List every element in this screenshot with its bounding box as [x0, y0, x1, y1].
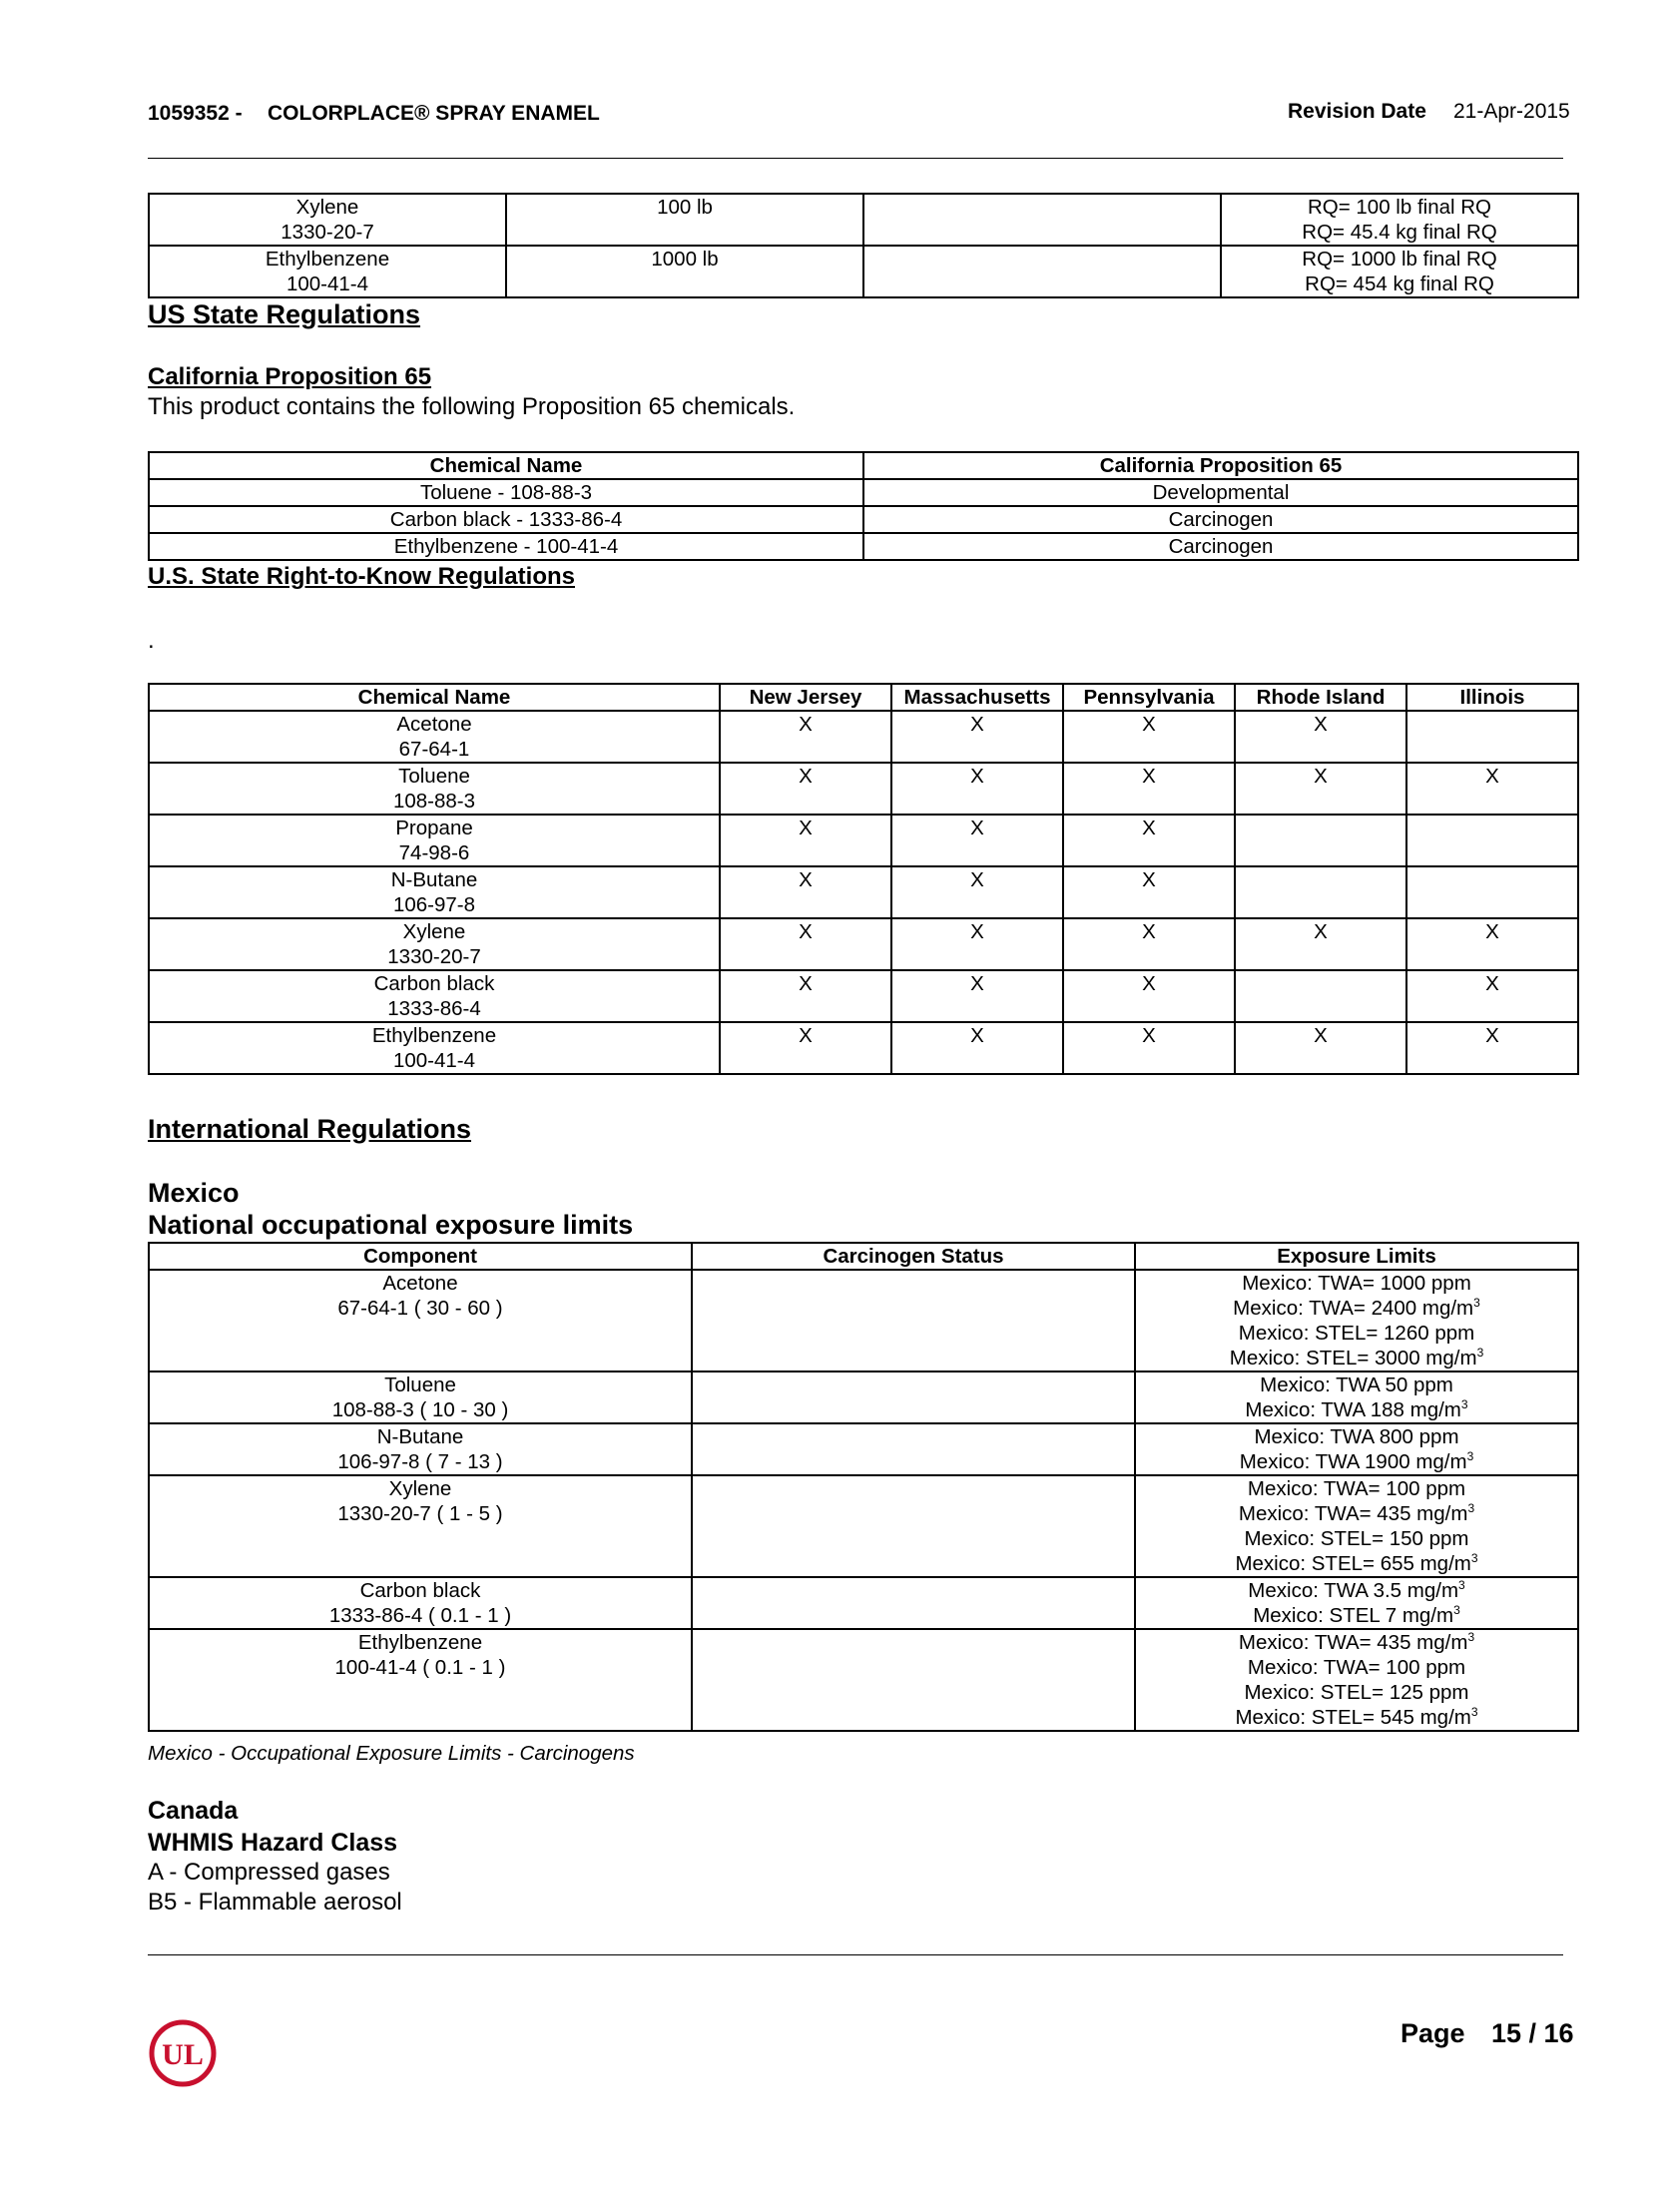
table-row	[149, 246, 1578, 297]
rtk-chemical-cell	[149, 1022, 720, 1074]
rtk-chemical-cell	[149, 815, 720, 866]
product-name: COLORPLACE® SPRAY ENAMEL	[268, 102, 600, 125]
rtk-mark-nj: X	[720, 815, 891, 866]
rtk-mark-nj: X	[720, 711, 891, 763]
rtk-mark-ri	[1235, 866, 1406, 918]
oel-component-cell	[149, 1270, 692, 1372]
component-name: Ethylbenzene	[357, 1631, 483, 1654]
superscript-3: 3	[1470, 1551, 1478, 1566]
exposure-limit	[1140, 1397, 1573, 1422]
rtk-mark-ri: X	[1235, 711, 1406, 763]
superscript-3: 3	[1460, 1397, 1468, 1412]
footer-divider	[148, 1954, 1563, 1955]
rtk-mark-ma: X	[891, 763, 1063, 815]
component-cas: 67-64-1 ( 30 - 60 )	[337, 1297, 503, 1320]
table-row	[149, 506, 1578, 533]
exposure-limit-text: Mexico: TWA 800 ppm	[1254, 1425, 1459, 1448]
rtk-chemical-cell	[149, 918, 720, 970]
whmis-title: WHMIS Hazard Class	[148, 1829, 398, 1857]
chemical-name: Acetone	[396, 713, 472, 736]
component-cas: 108-88-3 ( 10 - 30 )	[331, 1398, 509, 1421]
exposure-limit	[1140, 1551, 1573, 1576]
exposure-limit-text: Mexico: STEL 7 mg/m	[1253, 1604, 1454, 1627]
table-row	[149, 763, 1578, 815]
rtk-mark-nj: X	[720, 918, 891, 970]
oel-header-limits: Exposure Limits	[1135, 1243, 1578, 1270]
table-row	[149, 1372, 1578, 1423]
header-divider	[148, 158, 1563, 159]
rtk-chemical-cell	[149, 970, 720, 1022]
oel-carcinogen-cell	[692, 1270, 1135, 1372]
page-number: 15 / 16	[1491, 2018, 1574, 2048]
exposure-limit-text: Mexico: STEL= 3000 mg/m	[1229, 1347, 1477, 1370]
exposure-limit	[1140, 1271, 1573, 1296]
oel-limits-cell	[1135, 1475, 1578, 1577]
rtk-mark-il: X	[1406, 970, 1578, 1022]
revision-date: 21-Apr-2015	[1453, 100, 1570, 123]
table-row	[149, 866, 1578, 918]
table-row	[149, 194, 1578, 246]
rtk-mark-pa: X	[1063, 866, 1235, 918]
rtk-chemical-cell	[149, 866, 720, 918]
oel-carcinogen-cell	[692, 1475, 1135, 1577]
rtk-mark-ma: X	[891, 866, 1063, 918]
chemical-name: Xylene	[402, 920, 466, 943]
exposure-limit-text: Mexico: STEL= 150 ppm	[1244, 1527, 1469, 1550]
exposure-limit	[1140, 1603, 1573, 1628]
rtk-mark-ma: X	[891, 1022, 1063, 1074]
chemical-name: Carbon black	[373, 972, 495, 995]
rtk-dot: .	[148, 627, 155, 654]
rtk-chemical-cell	[149, 711, 720, 763]
chemical-name: Ethylbenzene	[265, 248, 390, 271]
rtk-header-nj: New Jersey	[720, 684, 891, 711]
rtk-mark-pa: X	[1063, 815, 1235, 866]
superscript-3: 3	[1470, 1705, 1478, 1720]
superscript-3: 3	[1458, 1578, 1465, 1593]
rtk-mark-pa: X	[1063, 918, 1235, 970]
rtk-mark-il	[1406, 866, 1578, 918]
prop65-header-chemical: Chemical Name	[149, 452, 863, 479]
rtk-mark-nj: X	[720, 1022, 891, 1074]
rtk-mark-ma: X	[891, 970, 1063, 1022]
rtk-mark-ma: X	[891, 815, 1063, 866]
cas-number: 1330-20-7	[387, 945, 481, 968]
prop65-chemical-cell: Toluene - 108-88-3	[149, 479, 863, 506]
exposure-limit-text: Mexico: STEL= 655 mg/m	[1235, 1552, 1471, 1575]
doc-id: 1059352 -	[148, 102, 243, 125]
rtk-mark-ma: X	[891, 918, 1063, 970]
oel-header-carcinogen: Carcinogen Status	[692, 1243, 1135, 1270]
rtk-mark-nj: X	[720, 866, 891, 918]
exposure-limit	[1140, 1449, 1573, 1474]
oel-table	[148, 1242, 1579, 1732]
rtk-mark-il: X	[1406, 763, 1578, 815]
oel-limits-cell	[1135, 1577, 1578, 1629]
rq-final-cell	[1221, 194, 1578, 246]
cas-number: 100-41-4	[285, 273, 369, 295]
chemical-name: Propane	[395, 817, 473, 839]
rtk-mark-il: X	[1406, 918, 1578, 970]
component-name: Xylene	[388, 1477, 452, 1500]
rtk-mark-nj: X	[720, 970, 891, 1022]
oel-limits-cell	[1135, 1629, 1578, 1731]
exposure-limit-text: Mexico: TWA 188 mg/m	[1245, 1398, 1461, 1421]
oel-carcinogen-cell	[692, 1372, 1135, 1423]
oel-component-cell	[149, 1475, 692, 1577]
mexico-title: Mexico	[148, 1178, 240, 1208]
rq-empty-cell	[863, 194, 1221, 246]
ul-logo	[148, 2018, 218, 2088]
exposure-limit	[1140, 1346, 1573, 1371]
exposure-limit-text: Mexico: STEL= 125 ppm	[1244, 1681, 1469, 1704]
component-name: Toluene	[384, 1373, 456, 1396]
rq-chemical-cell	[149, 246, 506, 297]
oel-limits-cell	[1135, 1423, 1578, 1475]
exposure-limit-text: Mexico: TWA= 1000 ppm	[1242, 1272, 1471, 1295]
table-row	[149, 1022, 1578, 1074]
rtk-mark-ma: X	[891, 711, 1063, 763]
exposure-limit	[1140, 1321, 1573, 1346]
mexico-note: Mexico - Occupational Exposure Limits - Carcinogens	[148, 1742, 635, 1765]
exposure-limit-text: Mexico: TWA= 100 ppm	[1247, 1656, 1466, 1679]
component-cas: 100-41-4 ( 0.1 - 1 )	[334, 1656, 506, 1679]
exposure-limit-text: Mexico: TWA= 2400 mg/m	[1233, 1297, 1474, 1320]
exposure-limit	[1140, 1476, 1573, 1501]
exposure-limit-text: Mexico: TWA 50 ppm	[1260, 1373, 1453, 1396]
exposure-limit	[1140, 1630, 1573, 1655]
oel-carcinogen-cell	[692, 1423, 1135, 1475]
rq-quantity-cell: 100 lb	[506, 194, 863, 246]
exposure-limit	[1140, 1705, 1573, 1730]
rtk-header-chemical: Chemical Name	[149, 684, 720, 711]
oel-title: National occupational exposure limits	[148, 1210, 634, 1240]
table-row	[149, 1577, 1578, 1629]
rq-value: RQ= 1000 lb final RQ	[1302, 248, 1497, 271]
rtk-mark-ri	[1235, 970, 1406, 1022]
rtk-mark-ri	[1235, 815, 1406, 866]
superscript-3: 3	[1467, 1501, 1475, 1516]
exposure-limit-text: Mexico: TWA= 100 ppm	[1247, 1477, 1466, 1500]
rq-final-cell	[1221, 246, 1578, 297]
rq-value: RQ= 45.4 kg final RQ	[1302, 221, 1497, 244]
table-row	[149, 479, 1578, 506]
rtk-header-il: Illinois	[1406, 684, 1578, 711]
intl-title: International Regulations	[148, 1114, 472, 1144]
cas-number: 1330-20-7	[280, 221, 374, 244]
exposure-limit	[1140, 1680, 1573, 1705]
rtk-header-ri: Rhode Island	[1235, 684, 1406, 711]
rtk-mark-il: X	[1406, 1022, 1578, 1074]
exposure-limit-text: Mexico: TWA 3.5 mg/m	[1248, 1579, 1459, 1602]
component-cas: 1330-20-7 ( 1 - 5 )	[337, 1502, 503, 1525]
table-row	[149, 1423, 1578, 1475]
exposure-limit	[1140, 1501, 1573, 1526]
superscript-3: 3	[1453, 1603, 1460, 1618]
rtk-mark-pa: X	[1063, 970, 1235, 1022]
exposure-limit-text: Mexico: STEL= 545 mg/m	[1235, 1706, 1471, 1729]
rq-table	[148, 193, 1579, 298]
exposure-limit-text: Mexico: TWA= 435 mg/m	[1238, 1631, 1468, 1654]
rq-empty-cell	[863, 246, 1221, 297]
chemical-name: Toluene	[398, 765, 470, 788]
svg-text:UL: UL	[162, 2038, 204, 2071]
revision-label: Revision Date	[1288, 100, 1426, 123]
oel-component-cell	[149, 1372, 692, 1423]
oel-carcinogen-cell	[692, 1629, 1135, 1731]
oel-limits-cell	[1135, 1270, 1578, 1372]
table-row	[149, 970, 1578, 1022]
rtk-mark-nj: X	[720, 763, 891, 815]
component-cas: 106-97-8 ( 7 - 13 )	[337, 1450, 503, 1473]
superscript-3: 3	[1476, 1346, 1484, 1361]
superscript-3: 3	[1473, 1296, 1480, 1311]
rtk-table	[148, 683, 1579, 1075]
prop65-chemical-cell: Ethylbenzene - 100-41-4	[149, 533, 863, 560]
exposure-limit-text: Mexico: STEL= 1260 ppm	[1238, 1322, 1475, 1345]
exposure-limit	[1140, 1655, 1573, 1680]
ul-logo-icon	[148, 2018, 218, 2088]
rq-value: RQ= 100 lb final RQ	[1307, 196, 1492, 219]
oel-carcinogen-cell	[692, 1577, 1135, 1629]
oel-header-component: Component	[149, 1243, 692, 1270]
rtk-chemical-cell	[149, 763, 720, 815]
rtk-mark-pa: X	[1063, 1022, 1235, 1074]
rq-chemical-cell	[149, 194, 506, 246]
prop65-value-cell: Developmental	[863, 479, 1578, 506]
component-name: Carbon black	[359, 1579, 481, 1602]
prop65-value-cell: Carcinogen	[863, 506, 1578, 533]
rtk-header-pa: Pennsylvania	[1063, 684, 1235, 711]
cas-number: 1333-86-4	[387, 997, 481, 1020]
exposure-limit	[1140, 1526, 1573, 1551]
table-row	[149, 1475, 1578, 1577]
rtk-mark-pa: X	[1063, 711, 1235, 763]
oel-component-cell	[149, 1629, 692, 1731]
canada-title: Canada	[148, 1797, 239, 1825]
table-row	[149, 1629, 1578, 1731]
exposure-limit-text: Mexico: TWA 1900 mg/m	[1239, 1450, 1467, 1473]
prop65-chemical-cell: Carbon black - 1333-86-4	[149, 506, 863, 533]
prop65-value-cell: Carcinogen	[863, 533, 1578, 560]
rtk-mark-pa: X	[1063, 763, 1235, 815]
table-row	[149, 815, 1578, 866]
us-state-title: US State Regulations	[148, 299, 421, 329]
cas-number: 74-98-6	[398, 841, 470, 864]
prop65-text: This product contains the following Proposition 65 chemicals.	[148, 393, 796, 420]
oel-limits-cell	[1135, 1372, 1578, 1423]
oel-component-cell	[149, 1577, 692, 1629]
component-name: Acetone	[382, 1272, 458, 1295]
exposure-limit	[1140, 1424, 1573, 1449]
component-name: N-Butane	[376, 1425, 464, 1448]
rq-quantity-cell: 1000 lb	[506, 246, 863, 297]
table-row	[149, 533, 1578, 560]
prop65-title: California Proposition 65	[148, 363, 432, 390]
exposure-limit-text: Mexico: TWA= 435 mg/m	[1238, 1502, 1468, 1525]
table-row	[149, 918, 1578, 970]
cas-number: 108-88-3	[392, 790, 476, 813]
page-label: Page	[1400, 2018, 1465, 2048]
rtk-mark-il	[1406, 815, 1578, 866]
exposure-limit	[1140, 1578, 1573, 1603]
rtk-header-ma: Massachusetts	[891, 684, 1063, 711]
cas-number: 100-41-4	[392, 1049, 476, 1072]
oel-component-cell	[149, 1423, 692, 1475]
prop65-table	[148, 451, 1579, 561]
table-row	[149, 1270, 1578, 1372]
rtk-mark-il	[1406, 711, 1578, 763]
cas-number: 106-97-8	[392, 893, 476, 916]
chemical-name: Xylene	[295, 196, 359, 219]
superscript-3: 3	[1466, 1449, 1474, 1464]
chemical-name: N-Butane	[390, 868, 478, 891]
component-cas: 1333-86-4 ( 0.1 - 1 )	[328, 1604, 512, 1627]
rtk-mark-ri: X	[1235, 763, 1406, 815]
exposure-limit	[1140, 1372, 1573, 1397]
rtk-mark-ri: X	[1235, 1022, 1406, 1074]
rq-value: RQ= 454 kg final RQ	[1305, 273, 1494, 295]
chemical-name: Ethylbenzene	[371, 1024, 497, 1047]
exposure-limit	[1140, 1296, 1573, 1321]
whmis-item: A - Compressed gases	[148, 1859, 390, 1886]
prop65-header-prop65: California Proposition 65	[863, 452, 1578, 479]
cas-number: 67-64-1	[398, 738, 470, 761]
rtk-mark-ri: X	[1235, 918, 1406, 970]
table-row	[149, 711, 1578, 763]
rtk-title: U.S. State Right-to-Know Regulations	[148, 563, 575, 590]
superscript-3: 3	[1467, 1630, 1475, 1645]
whmis-item: B5 - Flammable aerosol	[148, 1889, 402, 1916]
